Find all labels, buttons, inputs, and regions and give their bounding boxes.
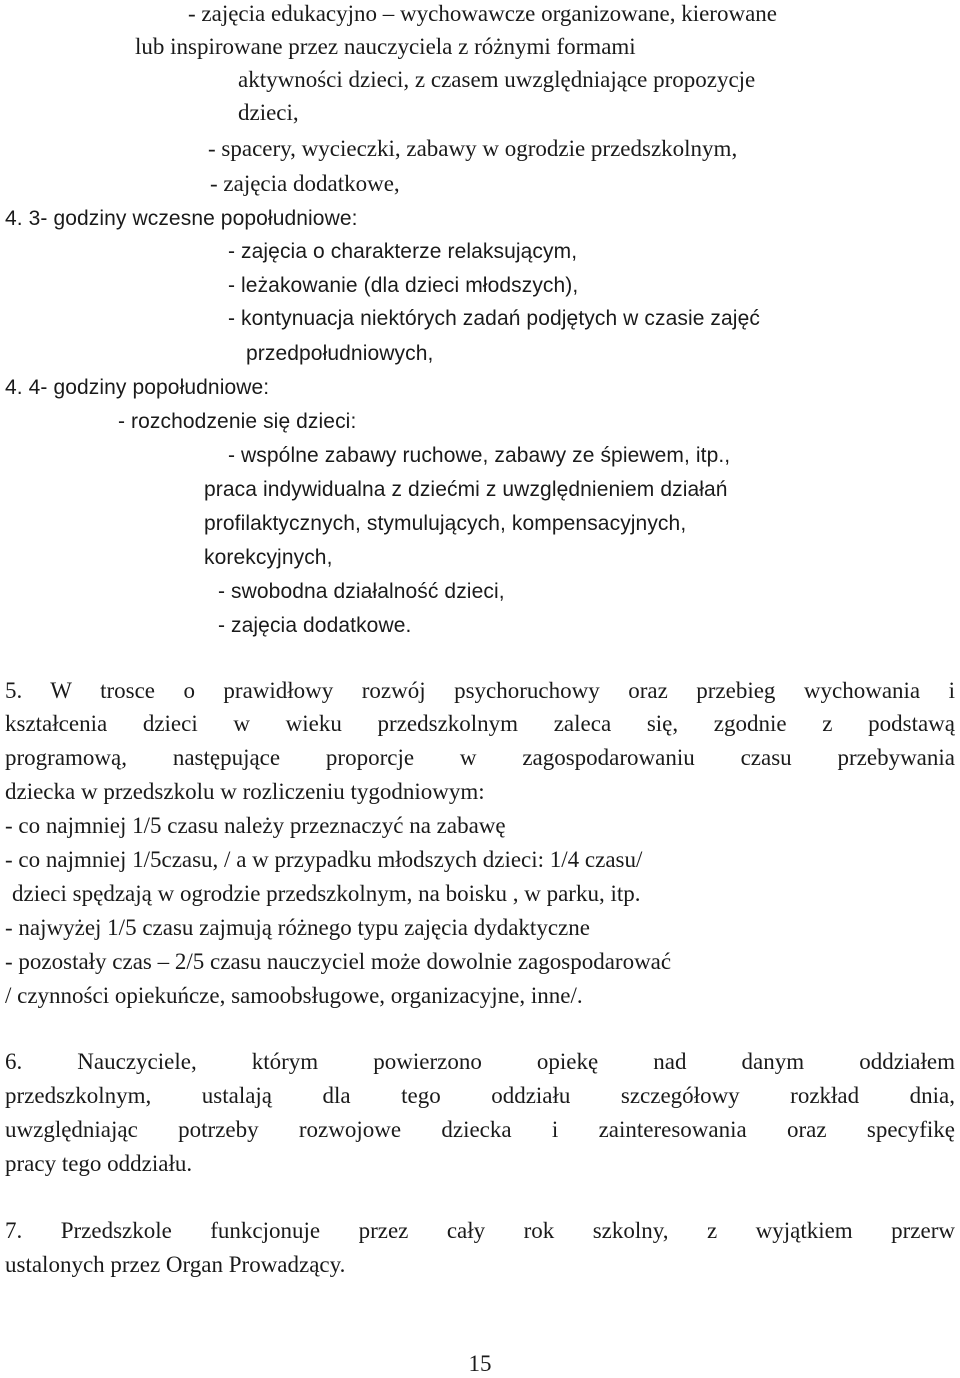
section-heading: 4. 3- godziny wczesne popołudniowe: — [5, 207, 358, 230]
paragraph-line: uwzględniając potrzeby rozwojowe dziecka i zainteresowania oraz specyfikę — [5, 1117, 955, 1142]
page-number: 15 — [468, 1351, 492, 1376]
list-item: - najwyżej 1/5 czasu zajmują różnego typu zajęcia dydaktyczne — [5, 915, 590, 940]
list-item: dzieci spędzają w ogrodzie przedszkolnym, na boisku , w parku, itp. — [12, 881, 641, 906]
list-item: - wspólne zabawy ruchowe, zabawy ze śpiewem, itp., — [228, 444, 731, 467]
list-item: - rozchodzenie się dzieci: — [118, 410, 357, 433]
list-item: przedpołudniowych, — [246, 342, 434, 365]
paragraph-line: programową, następujące proporcje w zagospodarowaniu czasu przebywania — [5, 745, 955, 770]
list-item: - co najmniej 1/5czasu, / a w przypadku młodszych dzieci: 1/4 czasu/ — [5, 847, 643, 872]
paragraph-line: 7. Przedszkole funkcjonuje przez cały rok szkolny, z wyjątkiem przerw — [5, 1218, 955, 1243]
list-item: - zajęcia dodatkowe. — [218, 614, 412, 637]
section-heading: 4. 4- godziny popołudniowe: — [5, 376, 270, 399]
list-item: - swobodna działalność dzieci, — [218, 580, 505, 603]
list-item: - zajęcia o charakterze relaksującym, — [228, 240, 578, 263]
list-item: lub inspirowane przez nauczyciela z różnymi formami — [135, 34, 636, 59]
list-item: dzieci, — [238, 100, 299, 125]
list-item: - leżakowanie (dla dzieci młodszych), — [228, 274, 579, 297]
list-item: / czynności opiekuńcze, samoobsługowe, organizacyjne, inne/. — [5, 983, 583, 1008]
paragraph-line: przedszkolnym, ustalają dla tego oddziału szczegółowy rozkład dnia, — [5, 1083, 955, 1108]
paragraph-line: dziecka w przedszkolu w rozliczeniu tygodniowym: — [5, 779, 485, 804]
paragraph-line: ustalonych przez Organ Prowadzący. — [5, 1252, 346, 1277]
list-item: - zajęcia dodatkowe, — [210, 171, 400, 196]
list-item: - pozostały czas – 2/5 czasu nauczyciel może dowolnie zagospodarować — [5, 949, 672, 974]
list-item: praca indywidualna z dziećmi z uwzględnieniem działań — [204, 478, 728, 501]
list-item: profilaktycznych, stymulujących, kompensacyjnych, — [204, 512, 687, 535]
paragraph-line: 6. Nauczyciele, którym powierzono opiekę nad danym oddziałem — [5, 1049, 955, 1074]
list-item: korekcyjnych, — [204, 546, 333, 569]
paragraph-line: 5. W trosce o prawidłowy rozwój psychoruchowy oraz przebieg wychowania i — [5, 678, 955, 703]
list-item: - spacery, wycieczki, zabawy w ogrodzie przedszkolnym, — [208, 136, 738, 161]
list-item: - co najmniej 1/5 czasu należy przeznaczyć na zabawę — [5, 813, 506, 838]
list-item: - kontynuacja niektórych zadań podjętych w czasie zajęć — [228, 307, 760, 330]
list-item: - zajęcia edukacyjno – wychowawcze organizowane, kierowane — [188, 1, 777, 26]
paragraph-line: kształcenia dzieci w wieku przedszkolnym zaleca się, zgodnie z podstawą — [5, 711, 955, 736]
paragraph-line: pracy tego oddziału. — [5, 1151, 193, 1176]
list-item: aktywności dzieci, z czasem uwzględniające propozycje — [238, 67, 756, 92]
